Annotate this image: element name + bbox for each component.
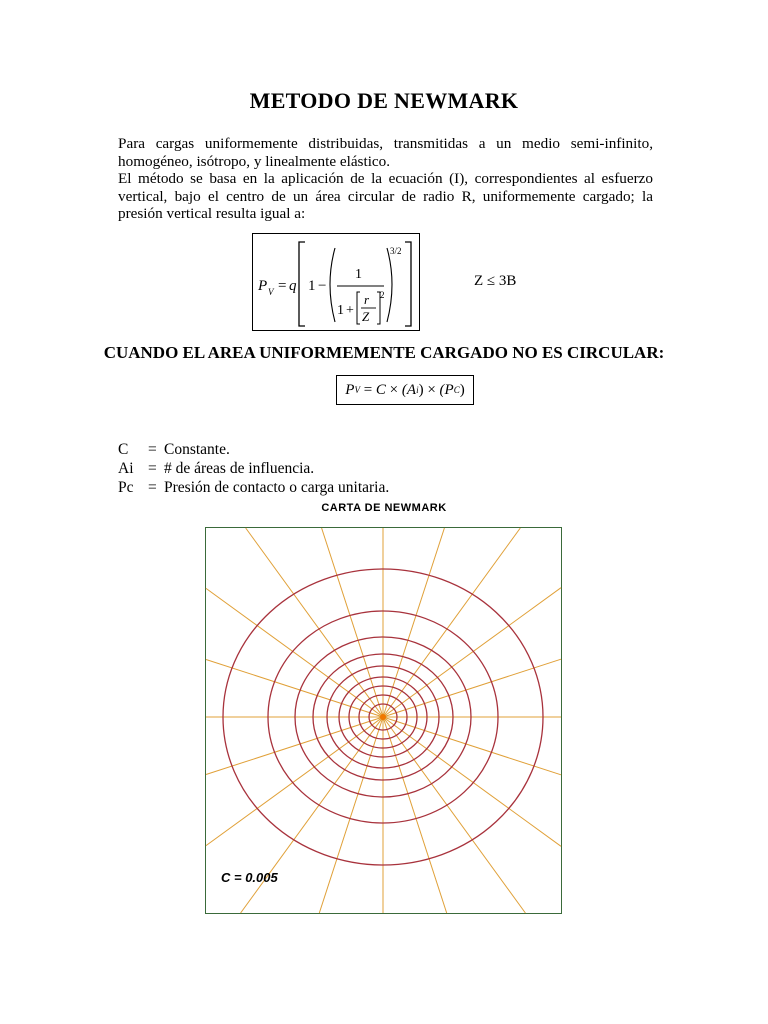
eq1-paren-right	[387, 248, 392, 322]
eq2-a: (A	[401, 381, 417, 398]
chart-constant-label: C = 0.005	[221, 870, 278, 885]
eq1-r: r	[364, 292, 370, 307]
eq1-one: 1	[308, 278, 316, 294]
eq1-minus: −	[318, 278, 327, 294]
eq2-lhs-sub: V	[354, 385, 360, 395]
eq1-one-b: 1	[337, 303, 344, 318]
eq1-lhs-sub: V	[268, 287, 274, 297]
equation-newmark-box: P V = C × (A i ) × (P C )	[336, 375, 474, 405]
eq1-load: q	[289, 278, 297, 294]
definitions-list	[118, 440, 389, 497]
definition-row: Pc = Presión de contacto o carga unitaria.	[118, 479, 390, 496]
eq1-bracket-left	[299, 242, 305, 326]
depth-condition: Z ≤ 3B	[474, 273, 517, 289]
eq2-lhs: P	[345, 381, 355, 398]
eq1-exponent: 3/2	[390, 246, 402, 256]
eq1-paren-left	[330, 248, 335, 322]
eq1-z: Z	[362, 309, 370, 324]
intro-paragraph-2: El método se basa en la aplicación de la ecuación (I), correspondientes al esfuerzo vertical, bajo el centro de un área circular de radio R, uniformemente cargado; la presión vertical resulta igual a:	[118, 170, 653, 222]
intro-text	[118, 135, 653, 223]
chart-center	[380, 714, 386, 720]
eq1-square: 2	[380, 290, 385, 300]
eq2-a-sub: i	[416, 385, 419, 395]
definition-row: Ai = # de áreas de influencia.	[118, 460, 315, 477]
equation-boussinesq-box	[252, 233, 420, 331]
chart-title: CARTA DE NEWMARK	[321, 502, 447, 514]
eq1-plus: +	[346, 303, 354, 318]
equation-boussinesq	[253, 234, 419, 330]
page-title: METODO DE NEWMARK	[249, 88, 519, 113]
eq1-numerator: 1	[355, 267, 362, 282]
eq2-p-sub: C	[453, 385, 460, 395]
newmark-influence-chart	[205, 527, 562, 914]
eq2-p: (P	[439, 381, 454, 398]
intro-paragraph-1: Para cargas uniformemente distribuidas, transmitidas a un medio semi-infinito, homogéneo, isótropo, y linealmente elástico.	[118, 135, 653, 170]
definition-row: C = Constante.	[118, 441, 230, 458]
eq2-c: C	[375, 381, 386, 398]
svg-text:=: =	[278, 278, 287, 294]
eq1-bracket-right	[405, 242, 411, 326]
eq1-lhs: P	[258, 278, 268, 294]
section-heading-non-circular: CUANDO EL AREA UNIFORMEMENTE CARGADO NO ES CIRCULAR:	[103, 343, 665, 362]
